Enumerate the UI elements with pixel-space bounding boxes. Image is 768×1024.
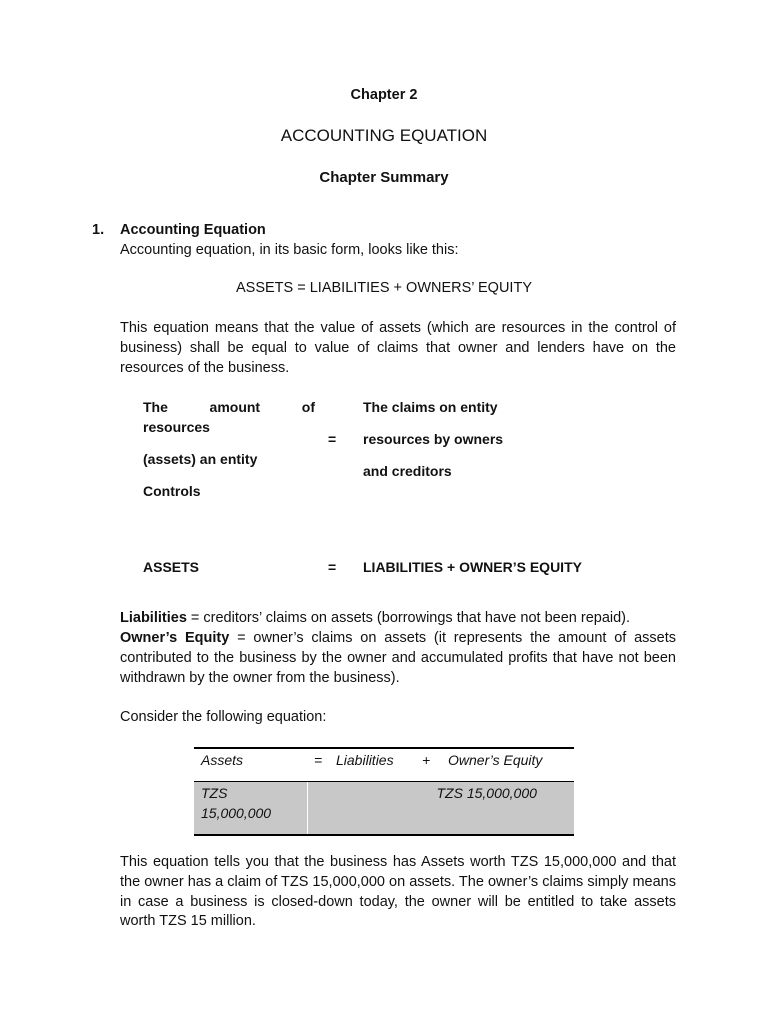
diagram-left-line3: (assets) an entity xyxy=(143,451,258,467)
equity-term: Owner’s Equity xyxy=(120,630,230,646)
explanation-paragraph: This equation means that the value of assets (which are resources in the control of business) shall be equal to value of claims that owner and lenders have on the resources of the business. xyxy=(120,320,676,376)
equation-table xyxy=(194,747,574,836)
liabilities-term: Liabilities xyxy=(120,610,187,626)
diagram-left-word: amount xyxy=(209,399,261,415)
header-liabilities: Liabilities xyxy=(336,752,394,768)
page-subtitle: Chapter Summary xyxy=(319,169,449,186)
header-equals: = xyxy=(314,752,323,768)
basic-equation: ASSETS = LIABILITIES + OWNERS’ EQUITY xyxy=(236,280,532,296)
diagram-right-line2: resources by owners xyxy=(363,431,504,447)
diagram-equals: = xyxy=(328,431,337,447)
header-plus: + xyxy=(422,752,431,768)
table-row xyxy=(194,782,574,836)
diagram-bottom-equals: = xyxy=(328,559,337,575)
section-title: Accounting Equation xyxy=(120,222,266,238)
diagram-liabilities-equity: LIABILITIES + OWNER’S EQUITY xyxy=(363,559,582,575)
consider-text: Consider the following equation: xyxy=(120,709,327,725)
chapter-label: Chapter 2 xyxy=(350,87,418,103)
section-number: 1. xyxy=(92,222,105,238)
header-formula xyxy=(307,748,574,782)
diagram-left-line4: Controls xyxy=(143,483,201,499)
diagram-left-word: The xyxy=(143,399,168,415)
equity-value: TZS 15,000,000 xyxy=(430,782,575,836)
header-assets: Assets xyxy=(194,748,307,782)
diagram-left-word: of xyxy=(301,399,315,415)
equity-text: = owner’s claims on assets (it represents the amount of assets contributed to the business by the owner and accumulated profits that have not been withdrawn by the owner from the business). xyxy=(120,630,676,686)
closing-paragraph: This equation tells you that the business has Assets worth TZS 15,000,000 and that the owner has a claim of TZS 15,000,000 on assets. The owner’s claims simply means in case a business is closed-down today, the owner will be entitled to take assets worth TZS 15 million. xyxy=(120,854,676,930)
page-title: ACCOUNTING EQUATION xyxy=(280,126,488,145)
liabilities-definition xyxy=(120,609,676,629)
diagram-left-line1 xyxy=(143,399,315,415)
header-owners-equity: Owner’s Equity xyxy=(448,752,543,768)
intro-paragraph: Accounting equation, in its basic form, looks like this: xyxy=(120,242,459,258)
table-header-row xyxy=(194,748,574,782)
assets-value: TZS 15,000,000 xyxy=(194,782,307,836)
equity-definition xyxy=(120,629,676,688)
liabilities-value xyxy=(307,782,430,836)
diagram-right-line1: The claims on entity xyxy=(363,399,498,415)
diagram-left-line2: resources xyxy=(143,419,210,435)
diagram-right-line3: and creditors xyxy=(363,463,452,479)
diagram-assets: ASSETS xyxy=(143,559,200,575)
liabilities-text: = creditors’ claims on assets (borrowings that have not been repaid). xyxy=(186,610,631,626)
